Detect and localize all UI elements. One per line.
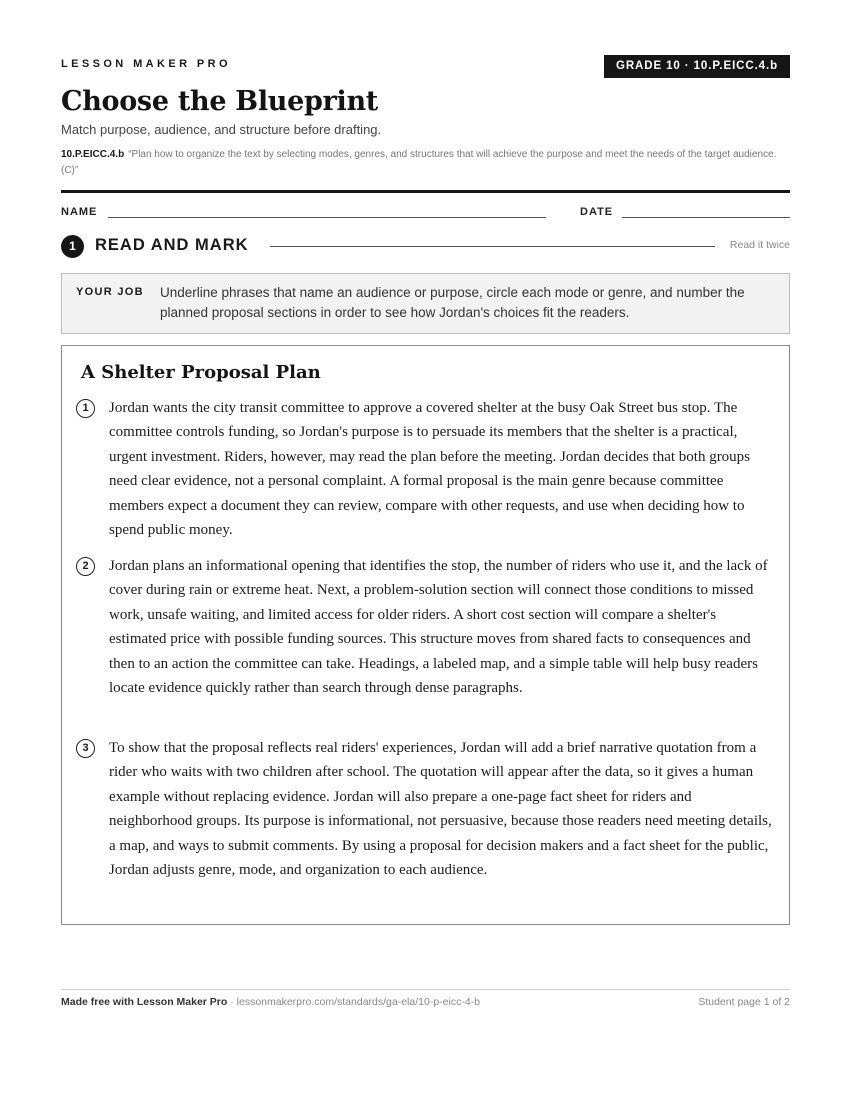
footer <box>61 996 790 1010</box>
page-title: Choose the Blueprint <box>61 86 378 117</box>
header-divider <box>61 190 790 193</box>
paragraph-number: 2 <box>76 557 95 576</box>
paragraph-2[interactable]: Jordan plans an informational opening that identifies the stop, the number of riders who use it, and the lack of cover during rain or extreme heat. Next, a problem-solution section will connect those conditions to missed work, unsafe waiting, and limited access for older riders. A short cost section will compare a shelter's estimated price with possible funding sources. This structure moves from shared facts to consequences and then to an action the committee can take. Headings, a labeled map, and a simple table will help busy readers locate evidence quickly rather than search through dense paragraphs. <box>109 558 768 697</box>
job-label: YOUR JOB <box>76 286 144 298</box>
passage-title: A Shelter Proposal Plan <box>81 362 321 383</box>
page-indicator: Student page 1 of 2 <box>698 996 790 1008</box>
footer-url[interactable]: · lessonmakerpro.com/standards/ga-ela/10-p-eicc-4-b <box>227 996 481 1008</box>
grade-badge: GRADE 10 · 10.P.EICC.4.b <box>604 55 790 78</box>
section-note: Read it twice <box>729 239 790 251</box>
paragraph-3[interactable]: To show that the proposal reflects real riders' experiences, Jordan will add a brief narrative quotation from a rider who waits with two children after school. The quotation will appear after the data, so it gives a human example without replacing evidence. Jordan will also prepare a one-page fact sheet for riders and neighborhood groups. Its purpose is informational, not persuasive, because those readers need meeting details, a map, and ways to submit comments. By using a proposal for decision makers and a fact sheet for the public, Jordan adjusts genre, mode, and organization to each audience. <box>109 740 772 879</box>
paragraph-number: 1 <box>76 399 95 418</box>
name-label: NAME <box>61 206 98 218</box>
date-field[interactable] <box>622 217 790 218</box>
job-instructions: Underline phrases that name an audience or purpose, circle each mode or genre, and number the planned proposal sections in order to see how Jordan's choices fit the readers. <box>160 285 745 320</box>
standard-code: 10.P.EICC.4.b <box>61 149 125 160</box>
name-date-row <box>61 205 790 221</box>
page-subtitle: Match purpose, audience, and structure before drafting. <box>61 122 382 137</box>
footer-credit <box>61 996 480 1008</box>
footer-made-with: Made free with Lesson Maker Pro <box>61 996 228 1008</box>
section-read-and-mark <box>61 235 790 259</box>
section-divider <box>270 246 715 247</box>
header-bar <box>61 55 790 78</box>
brand-name: LESSON MAKER PRO <box>61 58 231 70</box>
your-job-box <box>61 273 790 334</box>
date-label: DATE <box>580 206 614 218</box>
step-number-badge: 1 <box>61 235 84 258</box>
section-title: READ AND MARK <box>95 236 249 254</box>
name-field[interactable] <box>108 217 546 218</box>
worksheet-page <box>61 0 790 1100</box>
standard-text: “Plan how to organize the text by selecting modes, genres, and structures that will achieve the purpose and meet the needs of the target audience. (C)” <box>61 149 777 176</box>
paragraph-1[interactable]: Jordan wants the city transit committee to approve a covered shelter at the busy Oak Street bus stop. The committee controls funding, so Jordan's purpose is to persuade its members that the shelter is a practical, urgent investment. Riders, however, may read the plan before the meeting. Jordan decides that both groups need clear evidence, not a personal complaint. A formal proposal is the main genre because committee members expect a document they can review, compare with other requests, and use when deciding how to spend public money. <box>109 400 751 539</box>
footer-divider <box>61 989 790 990</box>
standard-statement <box>61 147 790 179</box>
paragraph-number: 3 <box>76 739 95 758</box>
reading-passage <box>61 345 790 925</box>
